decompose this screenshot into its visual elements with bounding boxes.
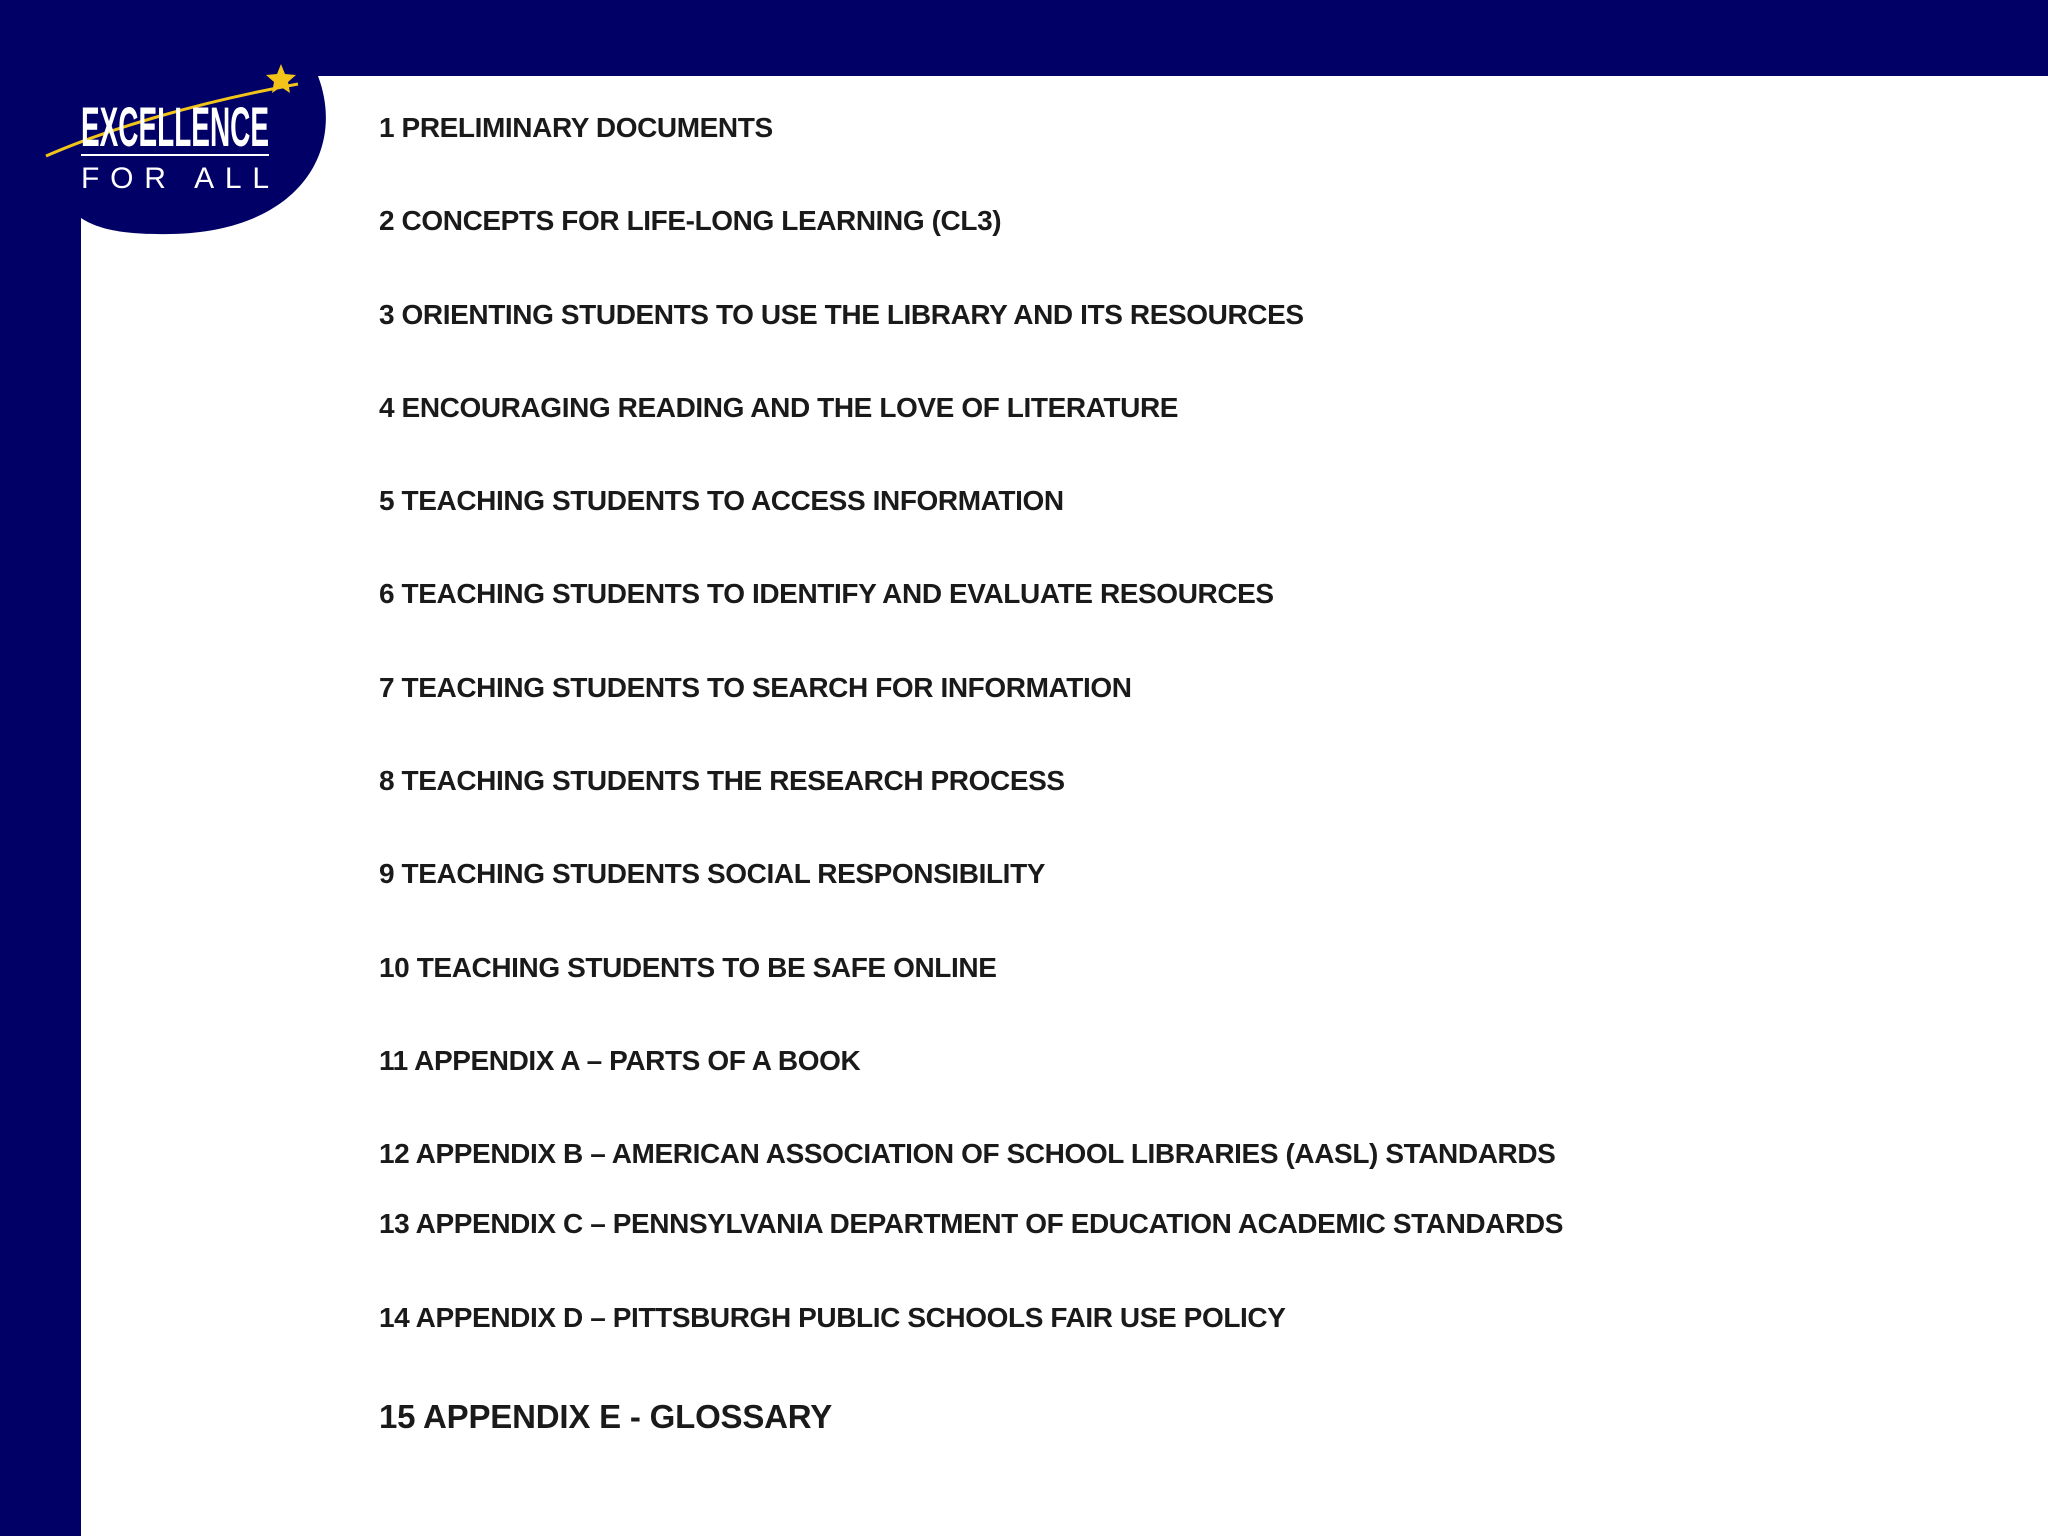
toc-item-1[interactable]: 1 PRELIMINARY DOCUMENTS xyxy=(379,112,773,143)
excellence-for-all-logo xyxy=(0,0,340,240)
toc-item-8[interactable]: 8 TEACHING STUDENTS THE RESEARCH PROCESS xyxy=(379,765,1065,796)
toc-item-2[interactable]: 2 CONCEPTS FOR LIFE-LONG LEARNING (CL3) xyxy=(379,205,1002,236)
toc-item-6[interactable]: 6 TEACHING STUDENTS TO IDENTIFY AND EVALUATE RESOURCES xyxy=(379,578,1274,609)
toc-item-13[interactable]: 13 APPENDIX C – PENNSYLVANIA DEPARTMENT OF EDUCATION ACADEMIC STANDARDS xyxy=(379,1208,1563,1239)
toc-item-11[interactable]: 11 APPENDIX A – PARTS OF A BOOK xyxy=(379,1045,861,1076)
toc-item-7[interactable]: 7 TEACHING STUDENTS TO SEARCH FOR INFORMATION xyxy=(379,672,1132,703)
toc-item-3[interactable]: 3 ORIENTING STUDENTS TO USE THE LIBRARY AND ITS RESOURCES xyxy=(379,299,1304,330)
toc-item-14[interactable]: 14 APPENDIX D – PITTSBURGH PUBLIC SCHOOLS FAIR USE POLICY xyxy=(379,1302,1286,1333)
toc-item-4[interactable]: 4 ENCOURAGING READING AND THE LOVE OF LITERATURE xyxy=(379,392,1179,423)
toc-item-15[interactable]: 15 APPENDIX E - GLOSSARY xyxy=(379,1398,833,1435)
toc-item-9[interactable]: 9 TEACHING STUDENTS SOCIAL RESPONSIBILITY xyxy=(379,858,1046,889)
logo-wordmark-top: EXCELLENCE xyxy=(81,95,269,158)
table-of-contents xyxy=(379,0,2019,1536)
toc-item-10[interactable]: 10 TEACHING STUDENTS TO BE SAFE ONLINE xyxy=(379,952,997,983)
toc-item-5[interactable]: 5 TEACHING STUDENTS TO ACCESS INFORMATION xyxy=(379,485,1064,516)
logo-wordmark-bottom: FOR ALL xyxy=(81,162,269,195)
toc-item-12[interactable]: 12 APPENDIX B – AMERICAN ASSOCIATION OF SCHOOL LIBRARIES (AASL) STANDARDS xyxy=(379,1138,1556,1169)
logo-graphic xyxy=(0,0,340,240)
